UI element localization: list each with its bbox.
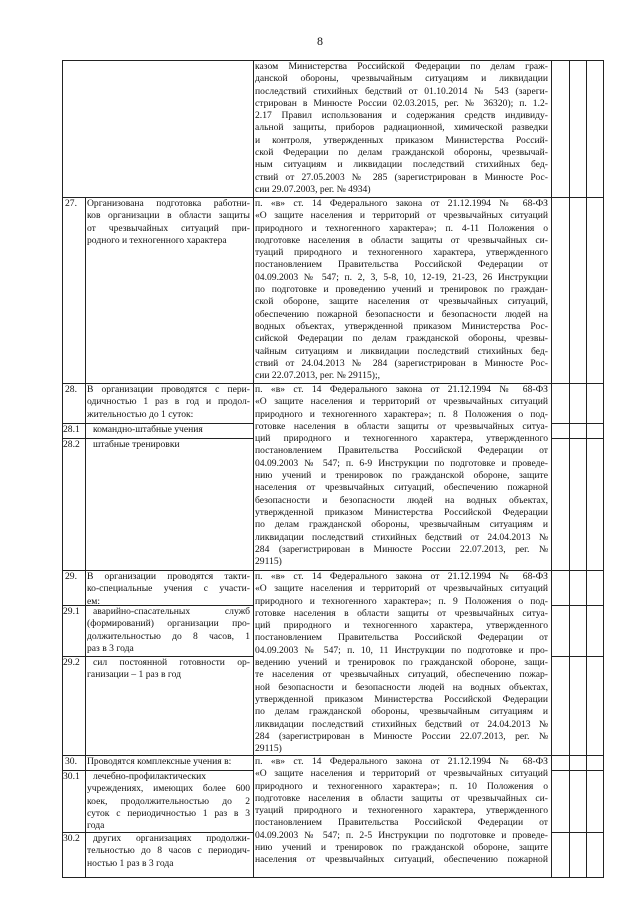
text-line: по делам гражданской обороны, чрезвычайным ситуациям и	[255, 706, 548, 718]
text-line: 04.09.2003 № 547; п. 2-5 Инструкции по подготовке и проведе-	[255, 829, 548, 841]
text-line: подготовке населения в области защиты от чрезвычайных си-	[255, 792, 548, 804]
text-line: 284 (зарегистрирован в Минюсте России 22.07.2013, рег. №	[255, 543, 548, 555]
subrow-text	[87, 657, 250, 682]
text-line: «О защите населения и территорий от чрезвычайных ситуаций	[255, 210, 548, 222]
legal-basis-text	[255, 756, 548, 867]
subrow-number: 29.1	[63, 606, 80, 617]
text-line: п. «в» ст. 14 Федерального закона от 21.12.1994 № 68-ФЗ	[255, 198, 548, 209]
text-line: сии 22.07.2013, рег. № 29115);,	[255, 370, 381, 382]
continued-basis-text	[255, 61, 548, 196]
text-line: обеспечению пожарной безопасности и безопасности людей на	[255, 308, 548, 320]
text-line: по подготовке и проведению учений и тренировок по граждан-	[255, 284, 548, 296]
text-line: «О защите населения и территорий от чрезвычайных ситуаций	[255, 396, 548, 408]
text-line: от чрезвычайных ситуаций при-	[87, 222, 250, 234]
subrow-text	[93, 439, 250, 451]
text-line: тельностью до 8 часов с периодич-	[87, 845, 250, 857]
text-line: 29115)	[255, 743, 282, 755]
subrow-text	[87, 606, 250, 655]
text-line: командно-штабные учения	[93, 424, 203, 435]
text-line: ской обороне, защите населения от чрезвычайных ситуаций,	[255, 296, 548, 308]
text-line: 29115)	[255, 556, 282, 568]
text-line: постановлением Правительства Российской Федерации от	[255, 445, 548, 457]
text-line: утвержденной приказом Министерства Российской Федерации	[255, 693, 548, 705]
text-line: чайным ситуациям и ликвидации последствий стихийных бед-	[255, 345, 548, 357]
legal-basis-text	[255, 384, 548, 568]
subrow-separator	[551, 656, 604, 657]
text-line: ций природного и техногенного характера, утвержденного	[255, 433, 548, 445]
text-line: ведению учений и тренировок по гражданской обороне, защи-	[255, 657, 548, 669]
text-line: сии 29.07.2003, рег. № 4934)	[255, 183, 371, 195]
row-number: 29.	[65, 571, 77, 582]
text-line: постановлением Правительства Российской Федерации от	[255, 817, 548, 829]
requirement-text	[87, 756, 250, 768]
text-line: природного и техногенного характера»; п. 8 Положения о под-	[255, 408, 548, 420]
text-line: и контроля, утвержденных приказом Министерства Россий-	[255, 134, 548, 146]
subrow-number: 30.2	[63, 833, 80, 844]
num-col-divider	[85, 197, 86, 878]
page-number: 8	[317, 34, 323, 48]
text-line: (формирований) организации про-	[87, 618, 250, 630]
text-line: «О защите населения и территорий от чрезвычайных ситуаций	[255, 768, 548, 780]
subrow-separator	[551, 605, 604, 606]
requirement-text	[87, 198, 250, 247]
text-line: природного и техногенного характера»; п. 10 Положения о	[255, 780, 548, 792]
text-line: готовке населения в области защиты от чрезвычайных ситуа-	[255, 607, 548, 619]
text-line: одичностью 1 раз в год и продол-	[87, 396, 250, 408]
text-line: казом Министерства Российской Федерации по делам граж-	[255, 61, 548, 72]
text-line: В организации проводятся с пери-	[87, 384, 250, 395]
text-line: природного и техногенного характера»; п. 4-11 Положения о	[255, 222, 548, 234]
text-line: туаций природного и техногенного характера, утвержденного	[255, 805, 548, 817]
text-line: последствий стихийных бедствий от 01.10.2014 № 543 (зареги-	[255, 85, 548, 97]
subrow-separator	[551, 770, 604, 771]
text-line: альной защиты, приборов радиационной, химической разведки	[255, 122, 548, 134]
text-line: коек, продолжительностью до 2	[87, 795, 250, 807]
text-line: природного и техногенного характера»; п. 9 Положения о под-	[255, 595, 548, 607]
text-line: водных объектах, утвержденной приказом Министерства Рос-	[255, 320, 548, 332]
text-line: сил постоянной готовности ор-	[93, 657, 250, 668]
text-line: жительностью до 1 суток:	[87, 408, 194, 420]
text-line: по делам гражданской обороны, чрезвычайным ситуациям и	[255, 519, 548, 531]
text-line: Проводятся комплексные учения в:	[87, 756, 232, 767]
row-number: 27.	[65, 198, 77, 209]
text-line: стрирован в Минюсте России 02.03.2015, рег. № 36320); п. 1.2-	[255, 97, 548, 109]
text-line: нию учений и тренировок по гражданской обороне, защите	[255, 842, 548, 854]
text-line: утвержденной приказом Министерства Российской Федерации	[255, 506, 548, 518]
text-line: ностью 1 раз в 3 года	[87, 857, 174, 869]
subrow-number: 28.2	[63, 439, 80, 450]
text-line: готовке населения в области защиты от чрезвычайных ситуа-	[255, 420, 548, 432]
text-line: суток с периодичностью 1 раз в 3	[87, 807, 250, 819]
text-line: подготовке населения в области защиты от чрезвычайных си-	[255, 234, 548, 246]
text-line: раз в 3 года	[87, 642, 134, 654]
subrow-text	[87, 833, 250, 870]
text-line: туаций природного и техногенного характера, утвержденного	[255, 247, 548, 259]
text-line: п. «в» ст. 14 Федерального закона от 21.12.1994 № 68-ФЗ	[255, 571, 548, 582]
text-line: ствий от 24.04.2013 № 284 (зарегистрирован в Минюсте Рос-	[255, 357, 548, 369]
text-line: ликвидации последствий стихийных бедствий от 24.04.2013 №	[255, 531, 548, 543]
text-line: те населения от чрезвычайных ситуаций, обеспечению пожар-	[255, 669, 548, 681]
text-line: штабные тренировки	[93, 439, 180, 450]
text-line: должительностью до 8 часов, 1	[87, 630, 250, 642]
text-line: 04.09.2003 № 547; п. 10, 11 Инструкции по подготовке и про-	[255, 644, 548, 656]
text-line: ций природного и техногенного характера, утвержденного	[255, 620, 548, 632]
text-line: аварийно-спасательных служб	[93, 606, 250, 617]
text-line: 04.09.2003 № 547; п. 6-9 Инструкции по подготовке и проведе-	[255, 457, 548, 469]
text-line: постановлением Правительства Российской Федерации от	[255, 632, 548, 644]
text-line: сийской Федерации по делам гражданской обороны, чрезвы-	[255, 333, 548, 345]
subrow-text	[93, 424, 250, 436]
text-line: ской Федерации по делам гражданской обороны, чрезвычай-	[255, 147, 548, 159]
text-line: населения от чрезвычайных ситуаций, обеспечению пожарной	[255, 482, 548, 494]
text-line: других организациях продолжи-	[93, 833, 250, 844]
text-line: п. «в» ст. 14 Федерального закона от 21.12.1994 № 68-ФЗ	[255, 756, 548, 767]
text-line: населения от чрезвычайных ситуаций, обеспечению пожарной	[255, 854, 548, 866]
subrow-text	[87, 771, 250, 832]
text-line: В организации проводятся такти-	[87, 571, 250, 582]
text-line: учреждениях, имеющих более 600	[87, 783, 250, 795]
text-line: лечебно-профилактических	[93, 771, 207, 782]
subrow-separator	[551, 423, 604, 424]
subrow-number: 30.1	[63, 771, 80, 782]
text-line: родного и техногенного характера	[87, 234, 227, 246]
text-line: данской обороны, чрезвычайным ситуациям и ликвидации	[255, 73, 548, 85]
row-number: 28.	[65, 384, 77, 395]
legal-basis-text	[255, 571, 548, 755]
subrow-number: 28.1	[63, 424, 80, 435]
row-number: 30.	[65, 756, 77, 767]
text-line: безопасности и безопасности людей на водных объектах,	[255, 494, 548, 506]
text-line: 04.09.2003 № 547; п. 2, 3, 5-8, 10, 12-19, 21-23, 26 Инструкции	[255, 271, 548, 283]
text-line: ной безопасности и безопасности людей на водных объектах,	[255, 681, 548, 693]
text-line: постановлением Правительства Российской Федерации от	[255, 259, 548, 271]
legal-basis-text	[255, 198, 548, 382]
text-line: ем:	[87, 595, 100, 607]
text-line: ков организации в области защиты	[87, 210, 250, 222]
text-line: 2.17 Правил использования и содержания средств индивиду-	[255, 110, 548, 122]
requirement-text	[87, 384, 250, 421]
text-line: ным ситуациям и ликвидации последствий стихийных бед-	[255, 159, 548, 171]
text-line: 284 (зарегистрирован в Минюсте России 22.07.2013, рег. №	[255, 730, 548, 742]
subrow-separator	[551, 832, 604, 833]
subrow-separator	[551, 438, 604, 439]
text-line: «О защите населения и территорий от чрезвычайных ситуаций	[255, 583, 548, 595]
text-line: Организована подготовка работни-	[87, 198, 250, 209]
subrow-number: 29.2	[63, 657, 80, 668]
text-line: ликвидации последствий стихийных бедствий от 24.04.2013 №	[255, 718, 548, 730]
text-line: ствий от 27.05.2003 № 285 (зарегистрирован в Минюсте Рос-	[255, 171, 548, 183]
text-line: ко-специальные учения с участи-	[87, 583, 250, 595]
text-line: п. «в» ст. 14 Федерального закона от 21.12.1994 № 68-ФЗ	[255, 384, 548, 395]
table-border-bottom	[62, 877, 604, 878]
requirement-text	[87, 571, 250, 608]
text-line: нию учений и тренировок по гражданской обороне, защите	[255, 470, 548, 482]
text-line: ганизации – 1 раз в год	[87, 669, 181, 681]
text-line: года	[87, 820, 105, 832]
